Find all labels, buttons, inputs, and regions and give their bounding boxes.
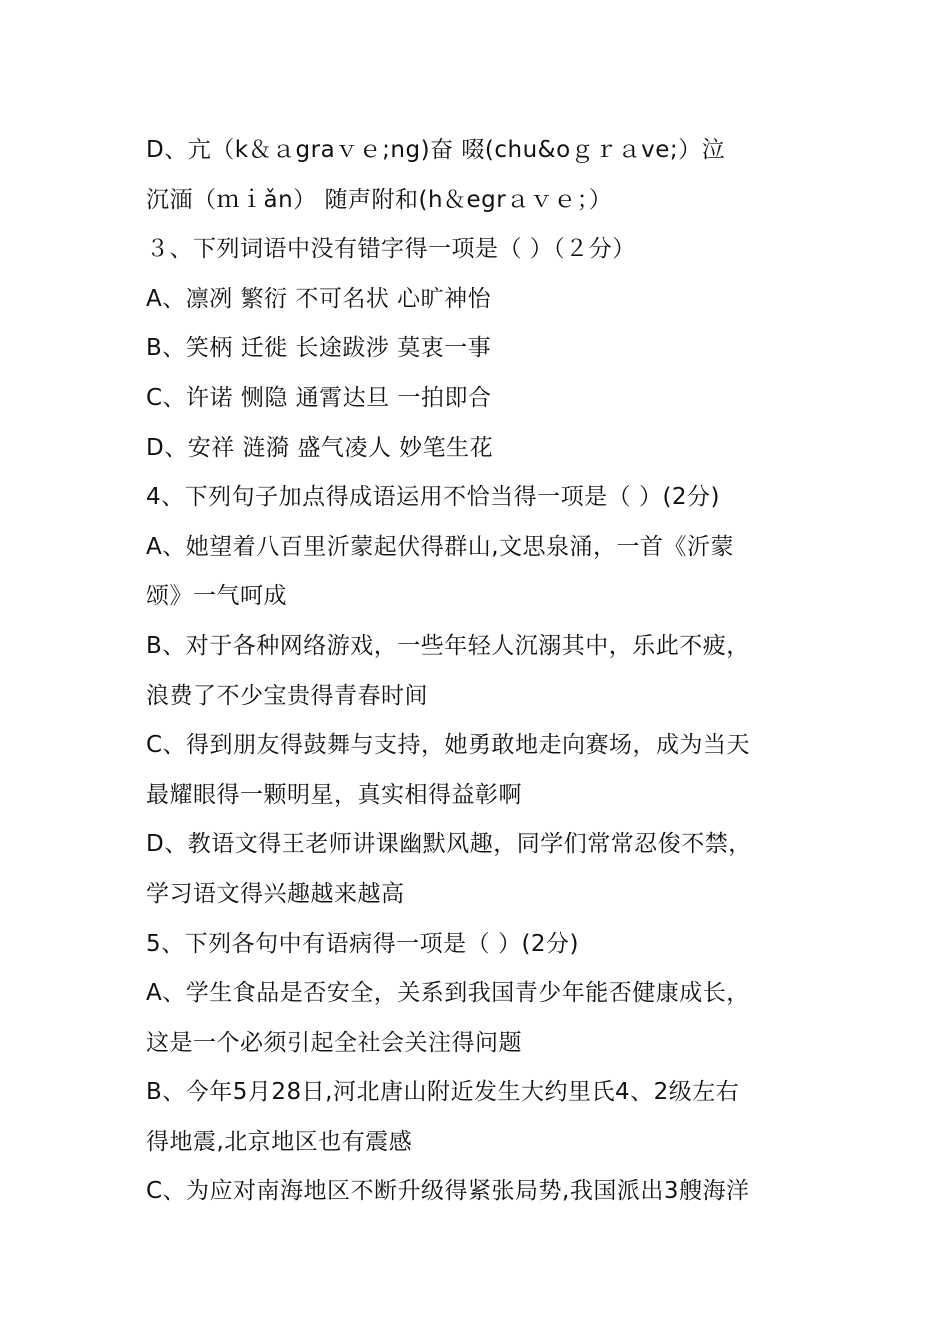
question-5-option-a-cont: 这是一个必须引起全社会关注得问题 (146, 1029, 522, 1056)
question-3-option-b: B、笑柄 迁徙 长途跋涉 莫衷一事 (146, 335, 492, 362)
question-4-option-c-cont: 最耀眼得一颗明星，真实相得益彰啊 (146, 781, 522, 808)
question-4-option-d-cont: 学习语文得兴趣越来越高 (146, 880, 405, 907)
question-4-option-a: A、她望着八百里沂蒙起伏得群山,文思泉涌，一首《沂蒙 (146, 533, 735, 560)
question-4-option-c: C、得到朋友得鼓舞与支持，她勇敢地走向赛场，成为当天 (146, 732, 751, 759)
document-body (146, 126, 826, 1217)
question-5-option-c: C、为应对南海地区不断升级得紧张局势,我国派出3艘海洋 (146, 1178, 750, 1205)
question-3-option-c: C、许诺 恻隐 通霄达旦 一拍即合 (146, 384, 492, 411)
question-3-option-a: A、凛冽 繁衍 不可名状 心旷神怡 (146, 285, 492, 312)
text-line: D、亢（k＆ａgraｖｅ;ng)奋 啜(chu&oｇｒａve;）泣 (146, 137, 726, 163)
question-5-option-a: A、学生食品是否安全，关系到我国青少年能否健康成长， (146, 980, 750, 1007)
question-4-stem: 4、下列句子加点得成语运用不恰当得一项是（ ）(2分) (146, 484, 721, 511)
question-5-option-b-cont: 得地震,北京地区也有震感 (146, 1128, 413, 1155)
question-5-stem: 5、下列各句中有语病得一项是（ ）(2分) (146, 930, 580, 957)
text-line: 沉湎（ｍｉǎn） 随声附和(h＆egrａｖｅ；） (146, 186, 613, 213)
question-3-stem: ３、下列词语中没有错字得一项是（ ）（２分） (146, 236, 636, 263)
question-4-option-b: B、对于各种网络游戏，一些年轻人沉溺其中，乐此不疲， (146, 632, 750, 659)
question-5-option-b: B、今年5月28日,河北唐山附近发生大约里氏4、2级左右 (146, 1079, 740, 1106)
question-4-option-d: D、教语文得王老师讲课幽默风趣，同学们常常忍俊不禁， (146, 831, 752, 858)
question-4-option-b-cont: 浪费了不少宝贵得青春时间 (146, 682, 428, 709)
question-4-option-a-cont: 颂》一气呵成 (146, 583, 287, 610)
question-3-option-d: D、安祥 涟漪 盛气凌人 妙笔生花 (146, 434, 494, 461)
